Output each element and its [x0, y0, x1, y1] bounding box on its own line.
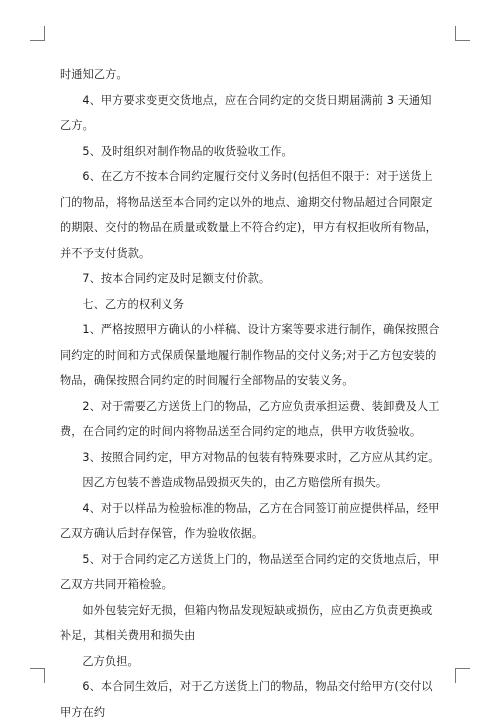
paragraph: 5、及时组织对制作物品的收货验收工作。 [82, 144, 293, 158]
paragraph: 2、对于需要乙方送货上门的物品，乙方应负责承担运费、装卸费及人工费，在合同约定的时间内将物品送至合同约定的地点，供甲方收货验收。 [60, 399, 440, 438]
crop-mark-bottom-left [30, 668, 45, 683]
crop-mark-top-right [455, 26, 470, 41]
paragraph: 4、对于以样品为检验标准的物品，乙方在合同签订前应提供样品，经甲乙双方确认后封存保管，作为验收依据。 [60, 501, 440, 540]
paragraph: 4、甲方要求变更交货地点，应在合同约定的交货日期届满前 3 天通知乙方。 [60, 93, 432, 132]
section-heading: 七、乙方的权利义务 [82, 297, 184, 311]
document-body [60, 62, 442, 725]
paragraph: 5、对于合同约定乙方送货上门的，物品送至合同约定的交货地点后，甲乙双方共同开箱检验。 [60, 552, 440, 591]
crop-mark-bottom-right [455, 668, 470, 683]
paragraph: 如外包装完好无损，但箱内物品发现短缺或损伤，应由乙方负责更换或补足，其相关费用和损失由 [60, 603, 433, 642]
paragraph: 6、本合同生效后，对于乙方送货上门的物品，物品交付给甲方(交付以甲方在约 [60, 680, 433, 719]
paragraph: 乙方负担。 [82, 654, 139, 668]
paragraph: 因乙方包装不善造成物品毁损灭失的，由乙方赔偿所有损失。 [82, 476, 388, 489]
paragraph: 时通知乙方。 [60, 68, 128, 81]
paragraph: 1、严格按照甲方确认的小样稿、设计方案等要求进行制作，确保按照合同约定的时间和方式保质保量地履行制作物品的交付义务;对于乙方包安装的物品，确保按照合同约定的时间履行全部物品的安装义务。 [60, 323, 440, 387]
crop-mark-top-left [30, 26, 45, 41]
paragraph: 6、在乙方不按本合同约定履行交付义务时(包括但不限于：对于送货上门的物品，将物品送至本合同约定以外的地点、逾期交付物品超过合同限定的期限、交付的物品在质量或数量上不符合约定)，甲方有权拒收所有物品，并不予支付货款。 [60, 170, 437, 260]
paragraph: 3、按照合同约定，甲方对物品的包装有特殊要求时，乙方应从其约定。 [82, 450, 440, 464]
paragraph: 7、按本合同约定及时足额支付价款。 [82, 272, 271, 285]
